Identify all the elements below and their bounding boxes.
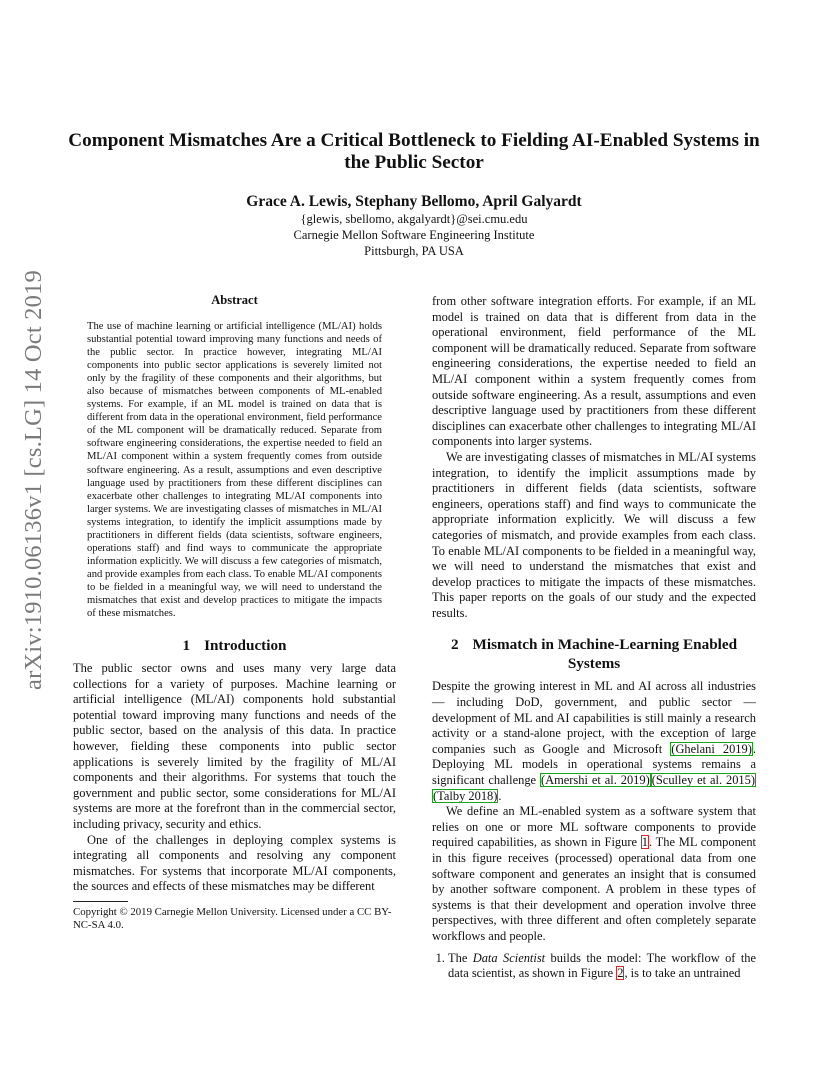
section-2-paragraph-2 <box>432 804 756 944</box>
section-1-number: 1 <box>182 637 191 655</box>
right-column <box>432 294 756 982</box>
author-location: Pittsburgh, PA USA <box>364 244 464 258</box>
intro-paragraph-1: The public sector owns and uses many very large data collections for a variety of purposes. Machine learning or artificial intelligence (ML/AI) components hold substantial potential toward improving many functions and needs of the public sector, based on the analysis of this data. In practice however, fielding these components into public sector applications is severely limited by the fragility of ML/AI components and their algorithms. For systems that touch the government and public sector, some considerations for ML/AI systems are more at the forefront than in the commercial sector, including privacy, security and ethics. <box>73 661 396 832</box>
citation-sculley[interactable]: (Sculley et al. 2015) <box>651 773 755 788</box>
text-span: We define an ML-enabled system as a software system that relies on one or more ML software components to provide required capabilities, as shown in Figure <box>432 804 756 850</box>
arxiv-stamp <box>14 270 54 690</box>
copyright-footnote: Copyright © 2019 Carnegie Mellon University. Licensed under a CC BY-NC-SA 4.0. <box>73 905 392 931</box>
left-column <box>73 293 396 932</box>
section-1-title: Introduction <box>204 637 287 655</box>
figure-1-link[interactable]: 1 <box>641 835 649 850</box>
paper-title: Component Mismatches Are a Critical Bottleneck to Fielding AI-Enabled Systems in the Public Sector <box>68 130 760 173</box>
text-span: , is to take an untrained <box>624 966 741 981</box>
text-span: Despite the growing interest in ML and AI across all industries — including DoD, government, and public sector — development of ML and AI capabilities is still mainly a research activity or a stand-alone project, with the exception of large companies such as Google and Microsoft <box>432 679 756 756</box>
footnote-rule <box>73 901 128 902</box>
author-block <box>60 192 768 259</box>
author-emails: {glewis, sbellomo, akgalyardt}@sei.cmu.edu <box>300 212 528 226</box>
role-list <box>432 951 756 982</box>
section-2-number: 2 <box>450 636 459 654</box>
intro-paragraph-3: We are investigating classes of mismatches in ML/AI systems integration, to identify the implicit assumptions made by practitioners in different fields (data scientists, software engineers, operations staff) and find ways to communicate the appropriate information explicitly. We will discuss a few categories of mismatch, and provide examples from each class. To enable ML/AI components to be fielded in a meaningful way, we will need to understand the mismatches that exist and develop practices to mitigate the impacts of these mismatches. This paper reports on the goals of our study and the expected results. <box>432 449 756 620</box>
text-span: . The ML component in this figure receives (processed) operational data from one software component and generates an insight that is consumed by another software component. A problem in these types of systems is that their development and operation involve three perspectives, with three different and often completely separate workflows and people. <box>432 835 757 943</box>
list-item <box>448 951 756 982</box>
intro-paragraph-continued: from other software integration efforts. For example, if an ML model is trained on data that is different from data in the operational environment, field performance of the ML component will be dramatically reduced. Separate from software engineering considerations, the expertise needed to field an ML/AI component within a system frequently comes from outside software engineering. As a result, assumptions and even descriptive language used by practitioners from these different disciplines can exacerbate other challenges to integrating ML/AI components into larger systems. <box>432 294 756 449</box>
citation-ghelani[interactable]: (Ghelani 2019) <box>671 741 752 756</box>
arxiv-stamp-text: arXiv:1910.06136v1 [cs.LG] 14 Oct 2019 <box>20 270 48 690</box>
section-1-heading <box>73 636 396 655</box>
text-span: builds the model: The workflow of the data scientist, as shown in Figure <box>448 950 757 981</box>
section-2-heading <box>432 635 756 673</box>
citation-amershi[interactable]: (Amershi et al. 2019) <box>540 773 650 788</box>
author-institution: Carnegie Mellon Software Engineering Institute <box>293 228 535 242</box>
text-span: . Deploying ML models in operational systems remains a significant challenge <box>432 741 756 788</box>
abstract-text: The use of machine learning or artificial intelligence (ML/AI) holds substantial potential toward improving many functions and needs of the public sector. In practice however, integrating ML/AI components into public sector applications is severely limited not only by the fragility of these components and their algorithms, but also because of mismatches between components of ML-enabled systems. For example, if an ML model is trained on data that is different from data in the operational environment, field performance of the ML component will be dramatically reduced. Separate from software engineering considerations, the expertise needed to field an ML/AI component within a system frequently comes from outside software engineering. As a result, assumptions and even descriptive language used by practitioners from these different disciplines can exacerbate other challenges to integrating ML/AI components into larger systems. We are investigating classes of mismatches in ML/AI systems integration, to identify the implicit assumptions made by practitioners in different fields (data scientists, software engineers, operations staff) and find ways to communicate the appropriate information explicitly. We will discuss a few categories of mismatch, and provide examples from each class. To enable ML/AI components to be fielded in a meaningful way, we will need to understand the mismatches that exist and develop practices to mitigate the impacts of these mismatches. <box>87 321 382 620</box>
section-2-paragraph-1 <box>432 679 756 804</box>
abstract-heading: Abstract <box>211 293 258 307</box>
emphasis-data-scientist: Data Scientist <box>472 950 546 965</box>
intro-paragraph-2: One of the challenges in deploying complex systems is integrating all components and resolving any component mismatches. For systems that incorporate ML/AI components, the sources and effects of these mismatches may be different <box>73 832 396 894</box>
section-2-title: Mismatch in Machine-Learning Enabled Systems <box>472 636 738 673</box>
figure-2-link[interactable]: 2 <box>617 966 624 981</box>
author-names: Grace A. Lewis, Stephany Bellomo, April Galyardt <box>246 193 582 210</box>
citation-talby[interactable]: (Talby 2018) <box>433 788 498 803</box>
text-span: The <box>448 950 473 965</box>
text-span: . <box>498 788 502 803</box>
